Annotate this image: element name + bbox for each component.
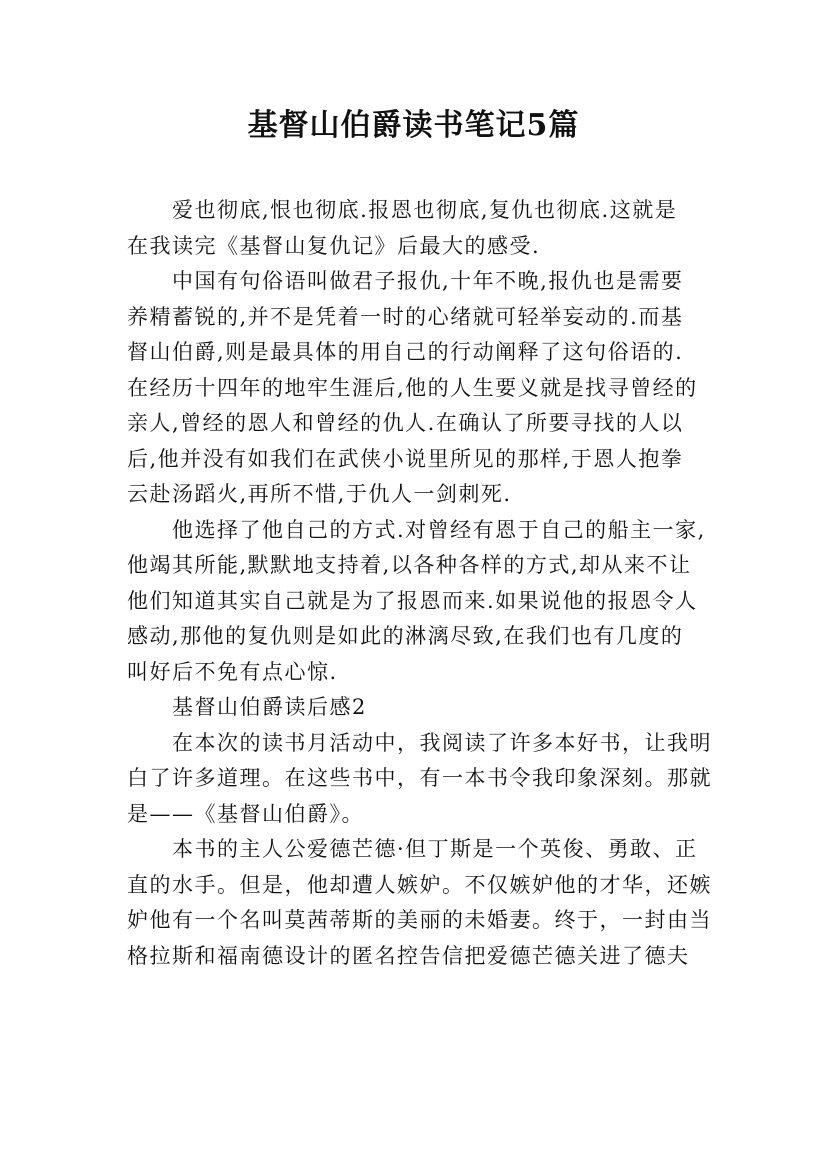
text-line: 他竭其所能,默默地支持着,以各种各样的方式,却从来不让: [127, 553, 692, 577]
text-line: 妒他有一个名叫莫茜蒂斯的美丽的未婚妻。终于，一封由当: [127, 908, 712, 932]
text-line: 督山伯爵,则是最具体的用自己的行动阐释了这句俗语的.: [127, 340, 684, 364]
text-line: 中国有句俗语叫做君子报仇,十年不晚,报仇也是需要: [172, 269, 684, 293]
text-line: 格拉斯和福南德设计的匿名控告信把爱德芒德关进了德夫: [127, 943, 690, 968]
text-line: 爱也彻底,恨也彻底.报恩也彻底,复仇也彻底.这就是: [172, 198, 678, 222]
text-line: 在经历十四年的地牢生涯后,他的人生要义就是找寻曾经的: [127, 375, 698, 400]
text-line: 在本次的读书月活动中，我阅读了许多本好书，让我明: [172, 730, 712, 755]
text-line: 后,他并没有如我们在武侠小说里所见的那样,于恩人抱拳: [127, 446, 684, 471]
document-body: [127, 193, 712, 974]
text-line: 他选择了他自己的方式.对曾经有恩于自己的船主一家,: [172, 517, 706, 542]
text-line: 感动,那他的复仇则是如此的淋漓尽致,在我们也有几度的: [127, 624, 684, 648]
text-line: 直的水手。但是，他却遭人嫉妒。不仅嫉妒他的才华，还嫉: [127, 872, 712, 897]
text-line: 是——《基督山伯爵》。: [127, 801, 364, 826]
document-title: 基督山伯爵读书笔记5篇: [247, 108, 580, 143]
text-line: 云赴汤蹈火,再所不惜,于仇人一剑刺死.: [127, 482, 512, 506]
text-line: 养精蓄锐的,并不是凭着一时的心绪就可轻举妄动的.而基: [127, 304, 684, 329]
text-line: 叫好后不免有点心惊.: [127, 659, 338, 684]
text-line: 本书的主人公爱德芒德·但丁斯是一个英俊、勇敢、正: [172, 837, 698, 861]
text-line: 亲人,曾经的恩人和曾经的仇人.在确认了所要寻找的人以: [127, 411, 684, 435]
text-line: 基督山伯爵读后感2: [172, 695, 367, 719]
text-line: 在我读完《基督山复仇记》后最大的感受.: [127, 233, 541, 258]
text-line: 白了许多道理。在这些书中，有一本书令我印象深刻。那就: [127, 766, 712, 790]
text-line: 他们知道其实自己就是为了报恩而来.如果说他的报恩令人: [127, 588, 698, 613]
